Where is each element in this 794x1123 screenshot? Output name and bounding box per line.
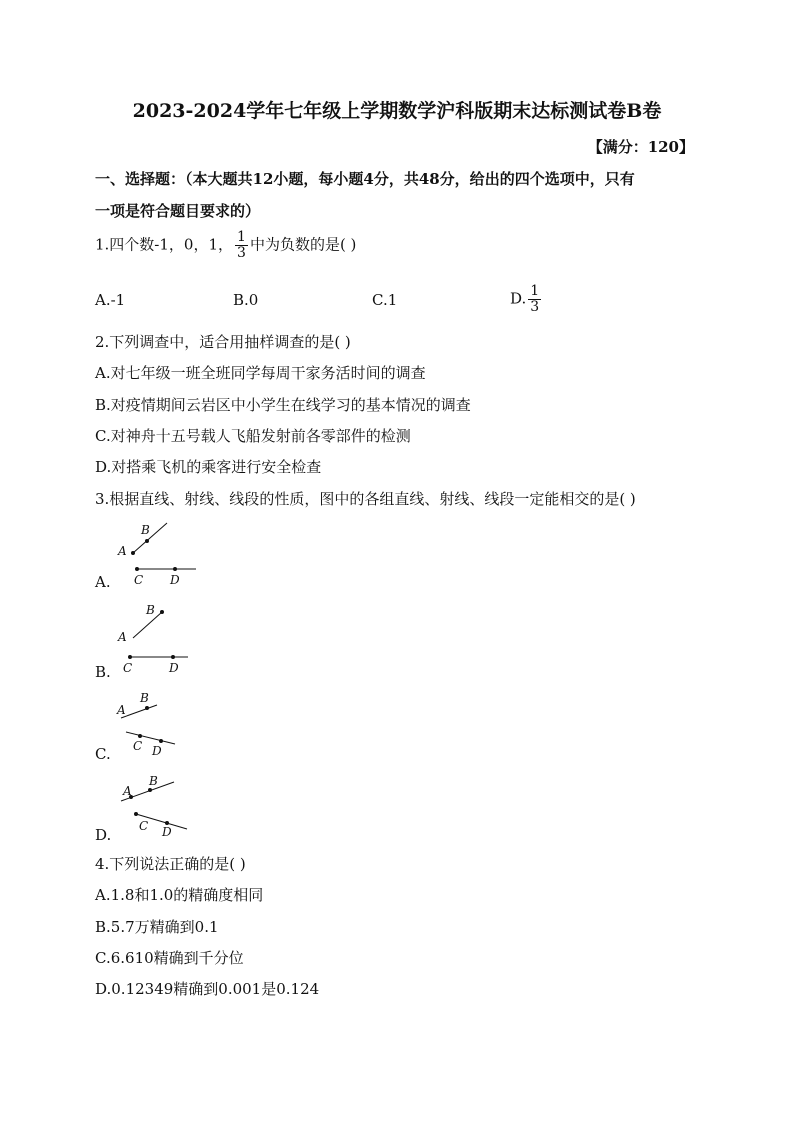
question-2-stem: 2.下列调查中，适合用抽样调查的是( ) [95, 333, 351, 351]
question-1-text-before: 1.四个数-1，0，1， [95, 235, 234, 254]
point-label-c: C [134, 573, 144, 587]
question-2-option-c: C.对神舟十五号载人飞船发射前各零部件的检测 [95, 427, 411, 445]
figure-c-label: C. [95, 745, 111, 763]
question-1-stem [95, 230, 356, 261]
question-4-stem: 4.下列说法正确的是( ) [95, 855, 246, 873]
question-4-option-c: C.6.610精确到千分位 [95, 949, 244, 967]
point-label-d: D [162, 825, 172, 839]
question-1-text-after: 中为负数的是( ) [249, 235, 357, 254]
point-label-b: B [141, 523, 150, 537]
figure-d-label: D. [95, 826, 112, 844]
question-3-figure-c [95, 685, 215, 765]
point-label-c: C [133, 739, 143, 753]
option-d-fraction [528, 284, 541, 315]
option-d-prefix: D. [510, 289, 527, 308]
question-3-figure-a [95, 515, 215, 595]
question-2-option-b: B.对疫情期间云岩区中小学生在线学习的基本情况的调查 [95, 396, 471, 414]
question-1-option-c: C.1 [372, 291, 398, 309]
question-3-figure-d [95, 768, 215, 848]
question-4-option-d: D.0.12349精确到0.001是0.124 [95, 980, 320, 998]
point-label-b: B [146, 603, 155, 617]
point-label-c: C [123, 661, 133, 675]
figure-b-label: B. [95, 663, 111, 681]
point-label-a: A [123, 784, 132, 798]
section-heading-line1: 一、选择题：（本大题共12小题，每小题4分，共48分，给出的四个选项中，只有 [95, 170, 635, 188]
point-label-a: A [117, 703, 126, 717]
figure-c-drawing [95, 685, 215, 765]
point-label-b: B [149, 774, 158, 788]
figure-b-drawing [95, 600, 215, 680]
point-label-d: D [152, 744, 162, 758]
fraction-denominator: 3 [530, 299, 540, 315]
point-label-d: D [170, 573, 180, 587]
point-label-c: C [139, 819, 149, 833]
question-2-option-d: D.对搭乘飞机的乘客进行安全检查 [95, 458, 322, 476]
point-label-a: A [118, 544, 127, 558]
question-2-option-a: A.对七年级一班全班同学每周干家务活时间的调查 [95, 364, 426, 382]
point-label-d: D [169, 661, 179, 675]
point-label-b: B [140, 691, 149, 705]
figure-a-drawing [95, 515, 215, 595]
fraction-one-third [235, 230, 248, 261]
point-label-a: A [118, 630, 127, 644]
page-title: 2023-2024学年七年级上学期数学沪科版期末达标测试卷B卷 [132, 100, 662, 122]
question-3-figure-b [95, 600, 215, 680]
fraction-numerator: 1 [530, 283, 540, 299]
fraction-denominator: 3 [237, 245, 246, 261]
question-1-option-d [510, 284, 543, 315]
question-1-option-b: B.0 [233, 291, 259, 309]
fraction-numerator: 1 [237, 229, 246, 245]
figure-a-label: A. [95, 573, 111, 591]
question-4-option-a: A.1.8和1.0的精确度相同 [95, 886, 264, 904]
question-1-option-a: A.-1 [95, 291, 126, 309]
section-heading-line2: 一项是符合题目要求的） [95, 202, 261, 220]
question-3-stem: 3.根据直线、射线、线段的性质，图中的各组直线、射线、线段一定能相交的是( ) [95, 490, 636, 508]
figure-d-drawing [95, 768, 215, 848]
question-4-option-b: B.5.7万精确到0.1 [95, 918, 219, 936]
full-score: 【满分：120】 [587, 138, 694, 156]
